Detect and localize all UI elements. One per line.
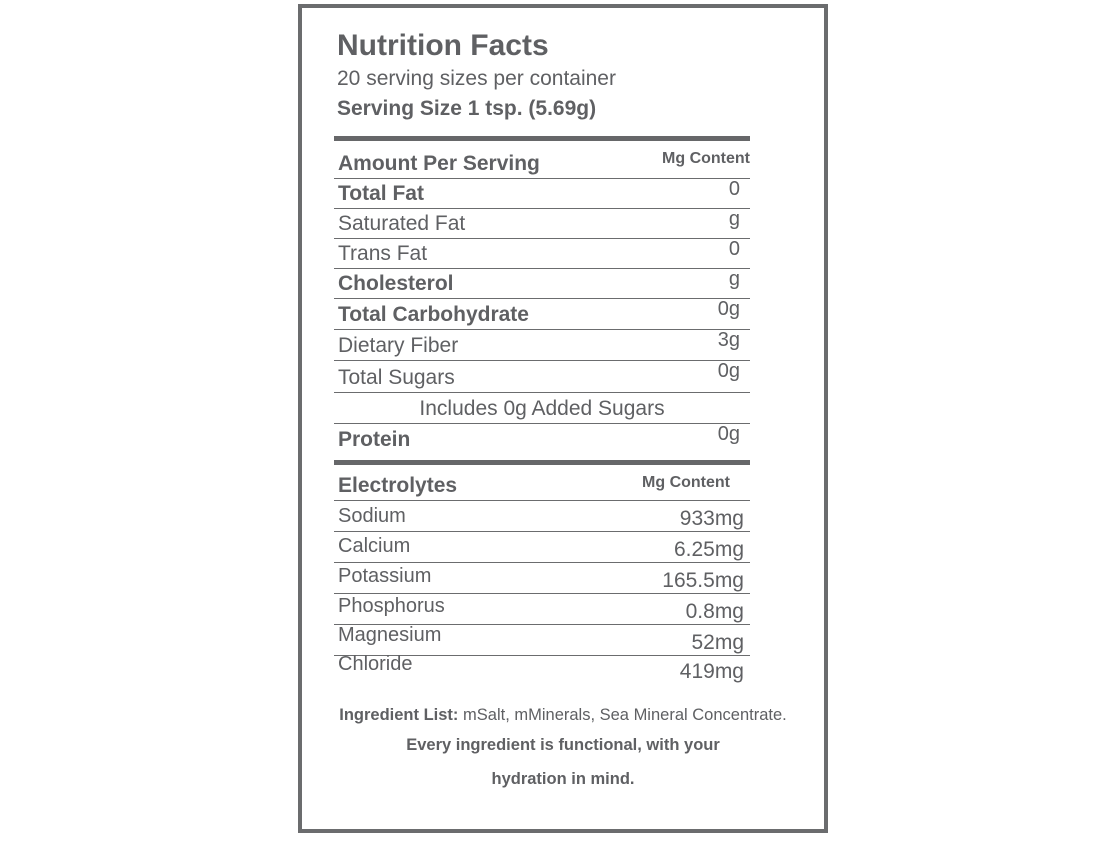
label-title: Nutrition Facts: [337, 29, 549, 62]
functional-statement-line1: Every ingredient is functional, with your: [406, 736, 720, 754]
electrolytes-header-row: [334, 470, 750, 501]
electrolyte-row: [334, 563, 750, 594]
thick-divider: [334, 136, 750, 141]
added-sugars-label: Includes 0g Added Sugars: [419, 397, 665, 420]
electrolyte-label: Chloride: [338, 653, 413, 675]
nutrient-value: 3g: [717, 329, 740, 351]
ingredient-list-label: Ingredient List:: [339, 706, 459, 724]
servings-per-container: 20 serving sizes per container: [337, 67, 616, 90]
nutrient-value: g: [728, 268, 740, 290]
electrolyte-row: [334, 594, 750, 625]
nutrient-label: Trans Fat: [338, 242, 428, 265]
nutrient-value: 0g: [717, 360, 740, 382]
electrolyte-row: [334, 653, 750, 687]
mg-content-heading: Mg Content: [662, 150, 750, 167]
nutrient-value: 0: [728, 178, 740, 200]
electrolyte-row: [334, 501, 750, 532]
nutrient-value: 0g: [717, 298, 740, 320]
nutrient-row: [334, 239, 750, 269]
ingredient-list-text: mSalt, mMinerals, Sea Mineral Concentrate.: [463, 706, 787, 724]
amount-per-serving-heading: Amount Per Serving: [338, 152, 540, 175]
electrolyte-value: 933mg: [679, 507, 744, 530]
electrolyte-row: [334, 532, 750, 563]
nutrient-row: [334, 299, 750, 330]
nutrient-row: [334, 269, 750, 299]
electrolyte-value: 165.5mg: [662, 569, 744, 592]
electrolyte-label: Magnesium: [338, 624, 442, 646]
ingredient-list: [298, 704, 828, 726]
nutrient-label: Protein: [338, 428, 411, 451]
nutrient-label: Total Sugars: [338, 366, 455, 389]
nutrient-label: Cholesterol: [338, 272, 454, 295]
nutrient-label: Total Fat: [338, 182, 424, 205]
functional-statement-line2: hydration in mind.: [491, 770, 635, 788]
nutrient-row: [334, 209, 750, 239]
thick-divider: [334, 460, 750, 465]
nutrient-row: [334, 330, 750, 361]
nutrient-value: 0g: [717, 423, 740, 445]
electrolytes-heading: Electrolytes: [338, 474, 458, 497]
electrolyte-label: Sodium: [338, 505, 406, 527]
added-sugars-row: [334, 393, 750, 424]
electrolyte-value: 6.25mg: [673, 538, 744, 561]
nutrient-label: Total Carbohydrate: [338, 303, 529, 326]
electrolyte-label: Phosphorus: [338, 595, 445, 617]
nutrient-value: 0: [728, 238, 740, 260]
nutrient-header-row: [334, 149, 750, 179]
nutrient-value: g: [728, 208, 740, 230]
serving-size: Serving Size 1 tsp. (5.69g): [337, 97, 597, 120]
electrolyte-value: 0.8mg: [685, 600, 744, 623]
electrolyte-value: 52mg: [691, 631, 744, 654]
electrolyte-label: Potassium: [338, 565, 432, 587]
electrolyte-label: Calcium: [338, 535, 411, 557]
nutrient-label: Dietary Fiber: [338, 334, 459, 357]
nutrient-label: Saturated Fat: [338, 212, 466, 235]
electrolyte-value: 419mg: [679, 660, 744, 683]
mg-content-heading: Mg Content: [642, 474, 730, 491]
nutrient-row: [334, 361, 750, 393]
nutrient-row: [334, 179, 750, 209]
nutrient-row: [334, 424, 750, 454]
